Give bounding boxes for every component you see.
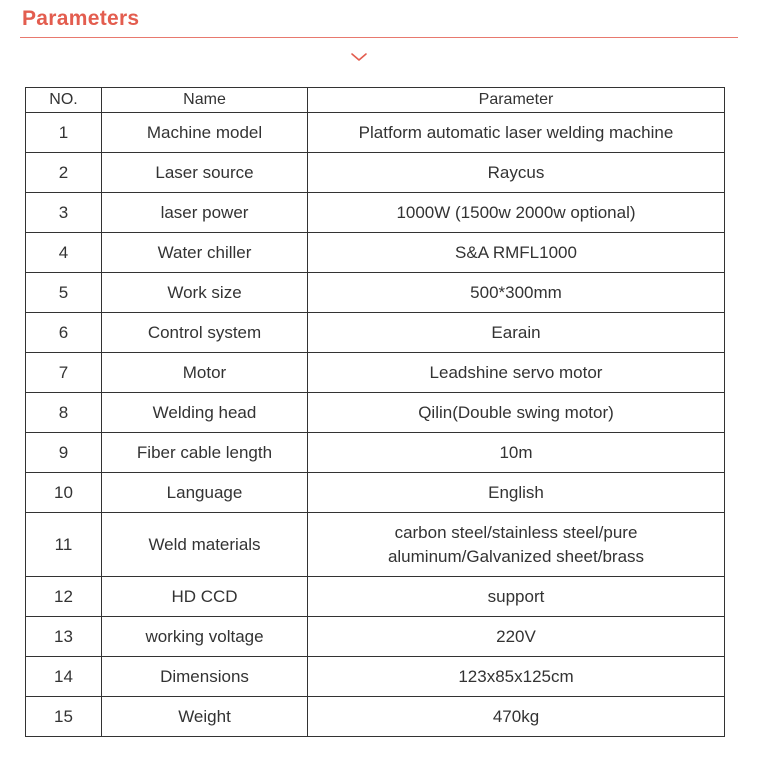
row-value: Platform automatic laser welding machine — [308, 113, 725, 153]
row-name: HD CCD — [102, 577, 308, 617]
table-row — [26, 433, 725, 473]
table-row — [26, 193, 725, 233]
table-row — [26, 153, 725, 193]
table-row — [26, 313, 725, 353]
table-header-row — [26, 88, 725, 113]
row-name: Work size — [102, 273, 308, 313]
table-row — [26, 513, 725, 577]
row-name: Laser source — [102, 153, 308, 193]
row-value: 220V — [308, 617, 725, 657]
row-value: 500*300mm — [308, 273, 725, 313]
row-number: 6 — [26, 313, 102, 353]
row-value: 1000W (1500w 2000w optional) — [308, 193, 725, 233]
parameters-table — [25, 87, 725, 737]
row-number: 11 — [26, 513, 102, 577]
row-number: 7 — [26, 353, 102, 393]
row-value: S&A RMFL1000 — [308, 233, 725, 273]
table-row — [26, 697, 725, 737]
row-number: 14 — [26, 657, 102, 697]
row-name: Welding head — [102, 393, 308, 433]
row-value: Leadshine servo motor — [308, 353, 725, 393]
row-value — [308, 513, 725, 577]
row-value: 123x85x125cm — [308, 657, 725, 697]
table-row — [26, 617, 725, 657]
row-number: 5 — [26, 273, 102, 313]
table-row — [26, 473, 725, 513]
row-number: 1 — [26, 113, 102, 153]
table-row — [26, 353, 725, 393]
row-name: Weld materials — [102, 513, 308, 577]
table-row — [26, 577, 725, 617]
row-number: 10 — [26, 473, 102, 513]
row-name: working voltage — [102, 617, 308, 657]
row-number: 12 — [26, 577, 102, 617]
row-number: 8 — [26, 393, 102, 433]
chevron-down-icon[interactable] — [349, 50, 369, 64]
table-row — [26, 113, 725, 153]
row-name: Weight — [102, 697, 308, 737]
row-number: 15 — [26, 697, 102, 737]
table-row — [26, 273, 725, 313]
row-number: 2 — [26, 153, 102, 193]
row-name: Dimensions — [102, 657, 308, 697]
table-row — [26, 657, 725, 697]
column-header-name: Name — [102, 88, 308, 113]
title-divider — [20, 37, 738, 38]
row-value: support — [308, 577, 725, 617]
row-value: Raycus — [308, 153, 725, 193]
row-number: 9 — [26, 433, 102, 473]
row-value: English — [308, 473, 725, 513]
row-name: Control system — [102, 313, 308, 353]
row-number: 4 — [26, 233, 102, 273]
section-title: Parameters — [22, 7, 140, 30]
table-row — [26, 233, 725, 273]
row-name: Water chiller — [102, 233, 308, 273]
row-name: Fiber cable length — [102, 433, 308, 473]
row-number: 3 — [26, 193, 102, 233]
column-header-no: NO. — [26, 88, 102, 113]
row-value: Earain — [308, 313, 725, 353]
row-value: 470kg — [308, 697, 725, 737]
row-name: Language — [102, 473, 308, 513]
row-value-line: carbon steel/stainless steel/pure — [394, 522, 638, 542]
row-name: laser power — [102, 193, 308, 233]
column-header-parameter: Parameter — [308, 88, 725, 113]
row-name: Motor — [102, 353, 308, 393]
table-row — [26, 393, 725, 433]
row-number: 13 — [26, 617, 102, 657]
row-name: Machine model — [102, 113, 308, 153]
row-value: Qilin(Double swing motor) — [308, 393, 725, 433]
row-value-line: aluminum/Galvanized sheet/brass — [387, 546, 645, 566]
row-value: 10m — [308, 433, 725, 473]
